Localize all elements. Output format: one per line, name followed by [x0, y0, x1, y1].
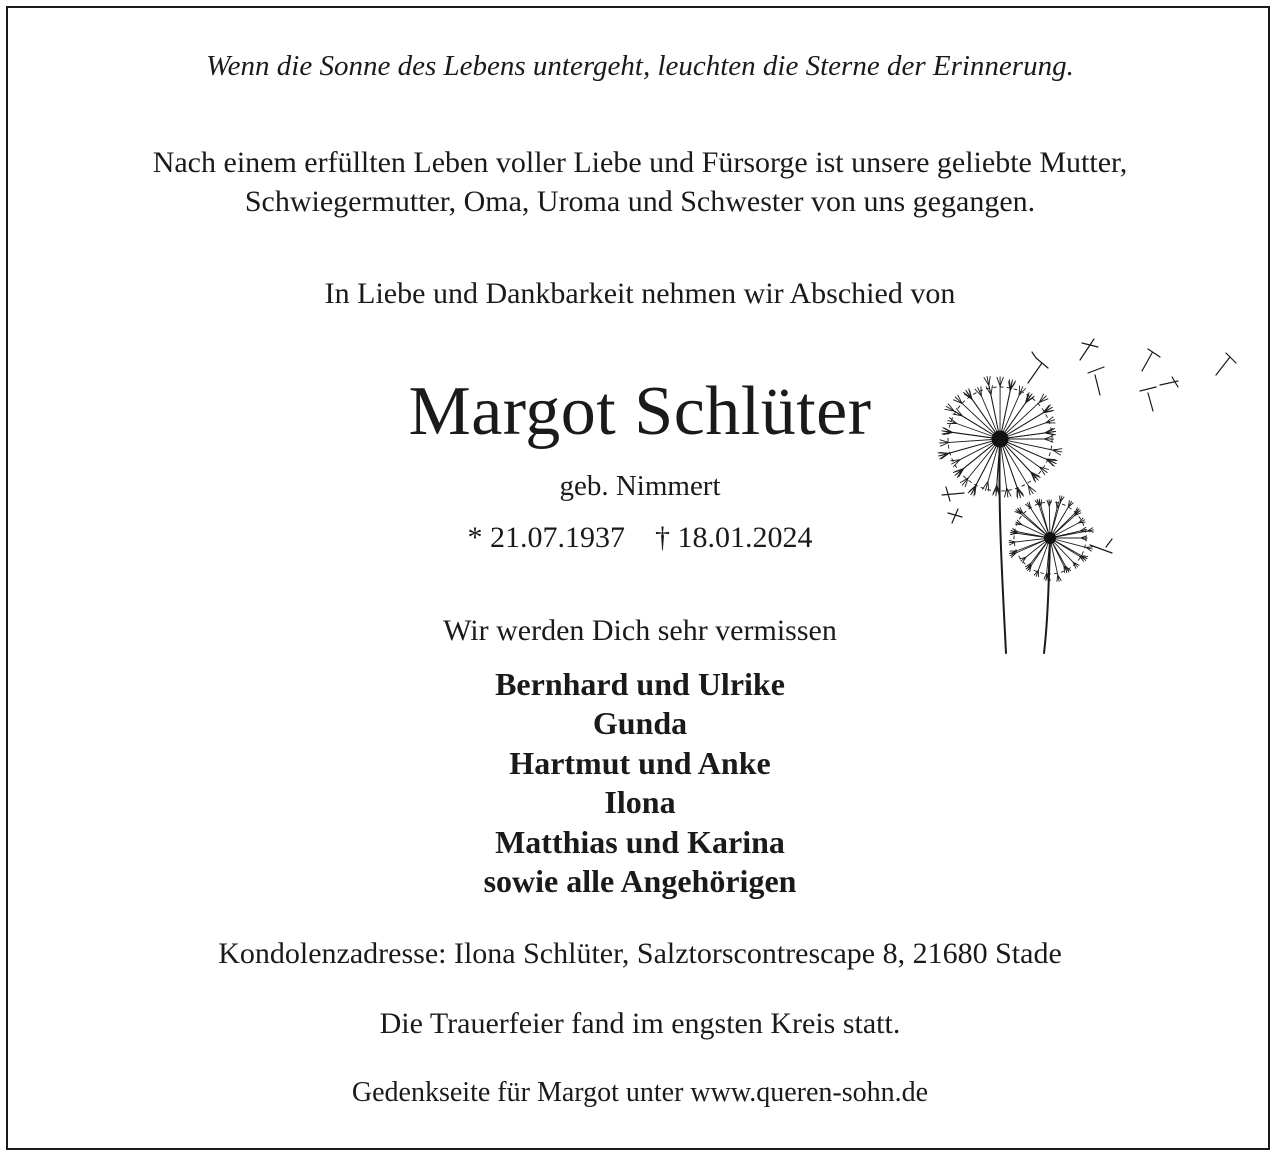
maiden-name: geb. Nimmert: [559, 470, 721, 502]
intro-line-2: Schwiegermutter, Oma, Uroma und Schwester von uns gegangen.: [244, 185, 1036, 218]
mourner-name: sowie alle Angehörigen: [483, 863, 797, 900]
memorial-page: Gedenkseite für Margot unter www.queren-sohn.de: [351, 1077, 929, 1108]
miss-text: Wir werden Dich sehr vermissen: [443, 614, 837, 647]
mourner-name: Matthias und Karina: [495, 823, 785, 860]
mourner-name: Hartmut und Anke: [509, 744, 771, 781]
deceased-name: Margot Schlüter: [408, 373, 872, 450]
condolence-address: Kondolenzadresse: Ilona Schlüter, Salztorscontrescape 8, 21680 Stade: [218, 937, 1062, 970]
farewell-text: In Liebe und Dankbarkeit nehmen wir Abschied von: [324, 277, 956, 310]
mourner-name: Ilona: [604, 784, 676, 821]
intro-text: [0, 143, 1280, 221]
service-note: Die Trauerfeier fand im engsten Kreis statt.: [379, 1007, 901, 1040]
mourner-name: Gunda: [592, 705, 688, 742]
mourner-name: Bernhard und Ulrike: [495, 666, 785, 702]
motto-quote: Wenn die Sonne des Lebens untergeht, leuchten die Sterne der Erinnerung.: [206, 50, 1074, 82]
mourners-list: [0, 665, 1280, 901]
intro-line-1: Nach einem erfüllten Leben voller Liebe und Fürsorge ist unsere geliebte Mutter,: [152, 146, 1128, 179]
death-date: † 18.01.2024: [655, 521, 813, 554]
birth-date: * 21.07.1937: [467, 521, 625, 554]
dandelion-icon: [930, 335, 1260, 665]
